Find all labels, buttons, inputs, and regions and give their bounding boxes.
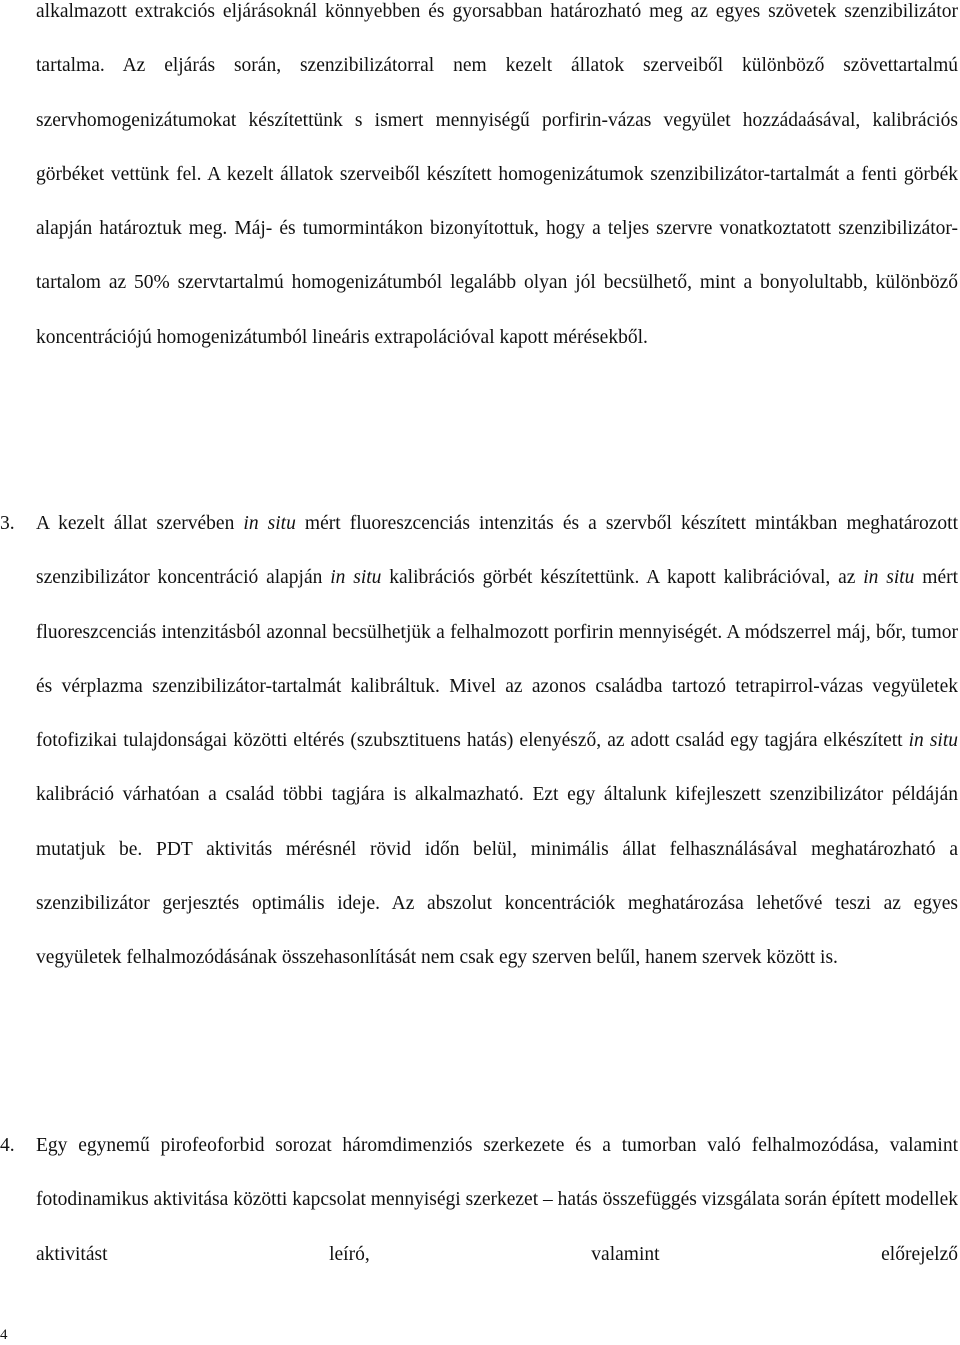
text-run: A kezelt állat szervében (36, 513, 244, 534)
paragraph-body (36, 1119, 958, 1282)
page-number: 4 (0, 1327, 8, 1343)
text-run: Egy egynemű pirofeoforbid sorozat háromdimenziós szerkezete és a tumorban való felhalmozódása, valamint fotodinamikus aktivitása közötti kapcsolat mennyiségi szerkezet – hatás összefüggés vizsgálata során épített modellek aktivitást leíró, valamint előrejelző (36, 1135, 958, 1265)
text-run: mért fluoreszcenciás intenzitás és a szervből készített mintákban meghatározott szenzibilizátor koncentráció alapján (36, 513, 959, 589)
text-run-italic: in situ (330, 567, 382, 589)
text-run: kalibráció várhatóan a család többi tagjára is alkalmazható. Ezt egy általunk kifejleszett szenzibilizátor példáján mutatjuk be. PDT aktivitás mérésnél rövid időn belül, minimális állat felhasználásával meghatározható a szenzibilizátor gerjesztés optimális ideje. Az abszolut koncentrációk meghatározása lehetővé teszi az egyes vegyületek felhalmozódásának összehasonlítását nem csak egy szerven belűl, hanem szervek között is. (36, 784, 958, 969)
paragraph-continuation (36, 0, 958, 365)
paragraph-3 (0, 497, 958, 986)
paragraph-number: 4. (0, 1135, 15, 1156)
paragraph-body (36, 497, 958, 986)
text-run: kalibrációs görbét készítettünk. A kapott kalibrációval, az (381, 567, 864, 589)
paragraph-number: 3. (0, 513, 15, 534)
text-run: mért fluoreszcenciás intenzitásból azonnal becsülhetjük a felhalmozott porfirin mennyiségét. A módszerrel máj, bőr, tumor és vérplazma szenzibilizátor-tartalmát kalibráltuk. Mivel az azonos családba tartozó tetrapirrol-vázas vegyületek fotofizikai tulajdonságai közötti eltérés (szubsztituens hatás) elenyésző, az adott család egy tagjára elkészített (36, 567, 959, 752)
text-run-italic: in situ (863, 567, 915, 589)
text-run-italic: in situ (243, 513, 296, 534)
paragraph-text: alkalmazott extrakciós eljárásoknál könnyebben és gyorsabban határozható meg az egyes szövetek szenzibilizátor tartalma. Az eljárás során, szenzibilizátorral nem kezelt állatok szerveiből különböző szövettartalmú szervhomogenizátumokat készítettünk s ismert mennyiségű porfirin-vázas vegyület hozzádaásával, kalibrációs görbéket vettünk fel. A kezelt állatok szerveiből készített homogenizátumok szenzibilizátor-tartalmát a fenti görbék alapján határoztuk meg. Máj- és tumormintákon bizonyítottuk, hogy a teljes szervre vonatkoztatott szenzibilizátor-tartalom az 50% szervtartalmú homogenizátumból legalább olyan jól becsülhető, mint a bonyolultabb, különböző koncentrációjú homogenizátumból lineáris extrapolációval kapott mérésekből. (36, 1, 958, 348)
text-run-italic: in situ (908, 730, 959, 752)
paragraph-4 (0, 1119, 958, 1282)
